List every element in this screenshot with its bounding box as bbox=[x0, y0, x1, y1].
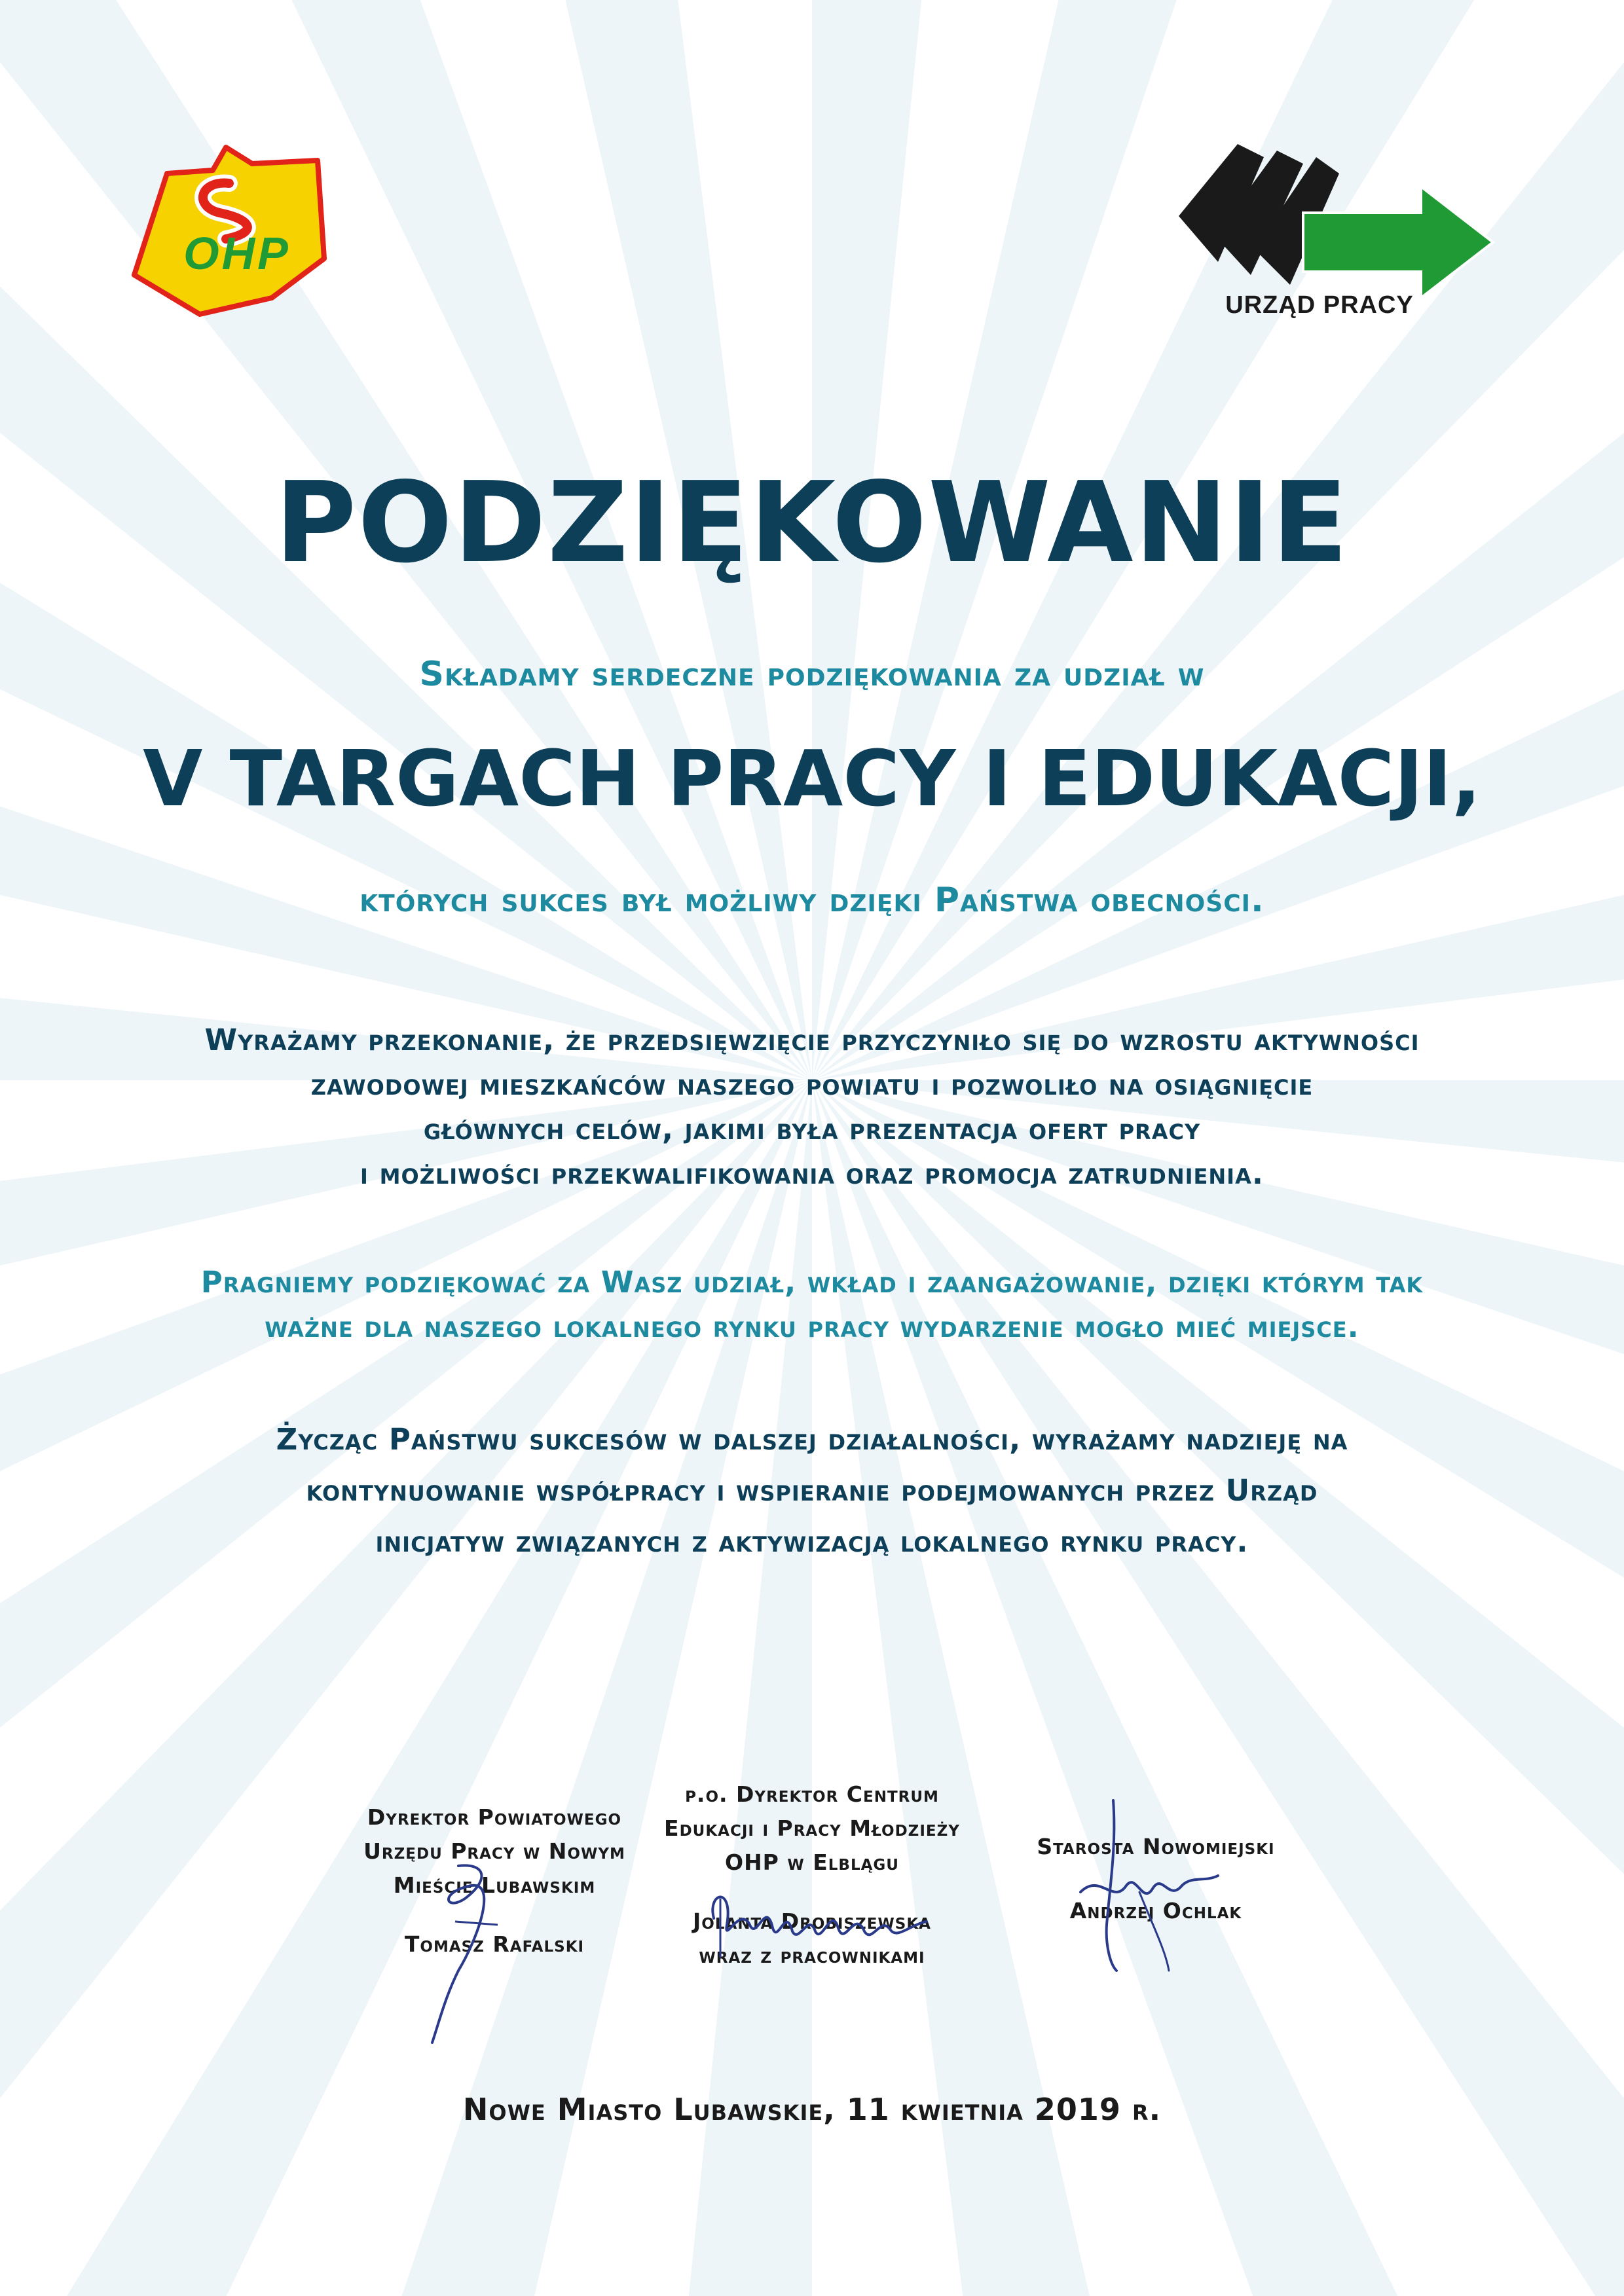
subtitle: Składamy serdeczne podziękowania za udział w bbox=[419, 655, 1205, 694]
paragraph-line: inicjatyw związanych z aktywizacją lokalnego rynku pracy. bbox=[375, 1524, 1249, 1559]
paragraph-line: Pragniemy podziękować za Wasz udział, wkład i zaangażowanie, dzięki którym tak bbox=[200, 1265, 1424, 1300]
paragraph-thanks bbox=[105, 1260, 1519, 1349]
paragraph-line: głównych celów, jakimi była prezentacja ofert pracy bbox=[423, 1112, 1201, 1146]
paragraph-line: Życząc Państwu sukcesów w dalszej działalności, wyrażamy nadzieję na bbox=[276, 1422, 1348, 1457]
urzad-pracy-logo bbox=[1179, 137, 1500, 334]
page-title: PODZIĘKOWANIE bbox=[274, 458, 1350, 588]
paragraph-line: zawodowej mieszkańców naszego powiatu i pozwoliło na osiągnięcie bbox=[310, 1067, 1314, 1102]
success-line: których sukces był możliwy dzięki Państwa obecności. bbox=[360, 881, 1264, 920]
signatory-name: Tomasz Rafalski bbox=[404, 1931, 585, 1957]
ohp-logo-text: OHP bbox=[183, 228, 291, 279]
event-name: V TARGACH PRACY I EDUKACJI, bbox=[143, 733, 1481, 824]
paragraph-line: Wyrażamy przekonanie, że przedsięwzięcie przyczyniło się do wzrostu aktywności bbox=[204, 1023, 1420, 1057]
signature-block-starosta bbox=[969, 1830, 1342, 1928]
urzad-pracy-logo-text: URZĄD PRACY bbox=[1225, 291, 1414, 319]
signatory-name: Andrzej Ochlak bbox=[1069, 1898, 1242, 1923]
paragraph-line: i możliwości przekwalifikowania oraz promocja zatrudnienia. bbox=[360, 1156, 1264, 1191]
signatory-extra: wraz z pracownikami bbox=[699, 1942, 925, 1968]
signature-title-line: Edukacji i Pracy Młodzieży bbox=[664, 1815, 960, 1841]
ohp-logo bbox=[121, 134, 337, 324]
signature-title-line: Urzędu Pracy w Nowym bbox=[363, 1838, 625, 1864]
paragraph-line: kontynuowanie współpracy i wspieranie podejmowanych przez Urząd bbox=[306, 1473, 1318, 1508]
place-and-date: Nowe Miasto Lubawskie, 11 kwietnia 2019 r. bbox=[462, 2092, 1162, 2127]
signatory-name: Jolanta Drobiszewska bbox=[693, 1908, 931, 1934]
signature-title-line: Mieście Lubawskim bbox=[393, 1872, 596, 1898]
signature-title-line: p.o. Dyrektor Centrum bbox=[685, 1781, 939, 1807]
paragraph-conviction bbox=[105, 1018, 1519, 1196]
signature-title-line: Starosta Nowomiejski bbox=[1037, 1834, 1275, 1859]
paragraph-wishes bbox=[105, 1414, 1519, 1567]
paragraph-line: ważne dla naszego lokalnego rynku pracy wydarzenie mogło mieć miejsce. bbox=[265, 1309, 1359, 1344]
signature-title-line: OHP w Elblągu bbox=[725, 1850, 899, 1875]
signature-title-line: Dyrektor Powiatowego bbox=[367, 1804, 622, 1830]
signature-block-ohp-director bbox=[609, 1777, 1015, 1973]
